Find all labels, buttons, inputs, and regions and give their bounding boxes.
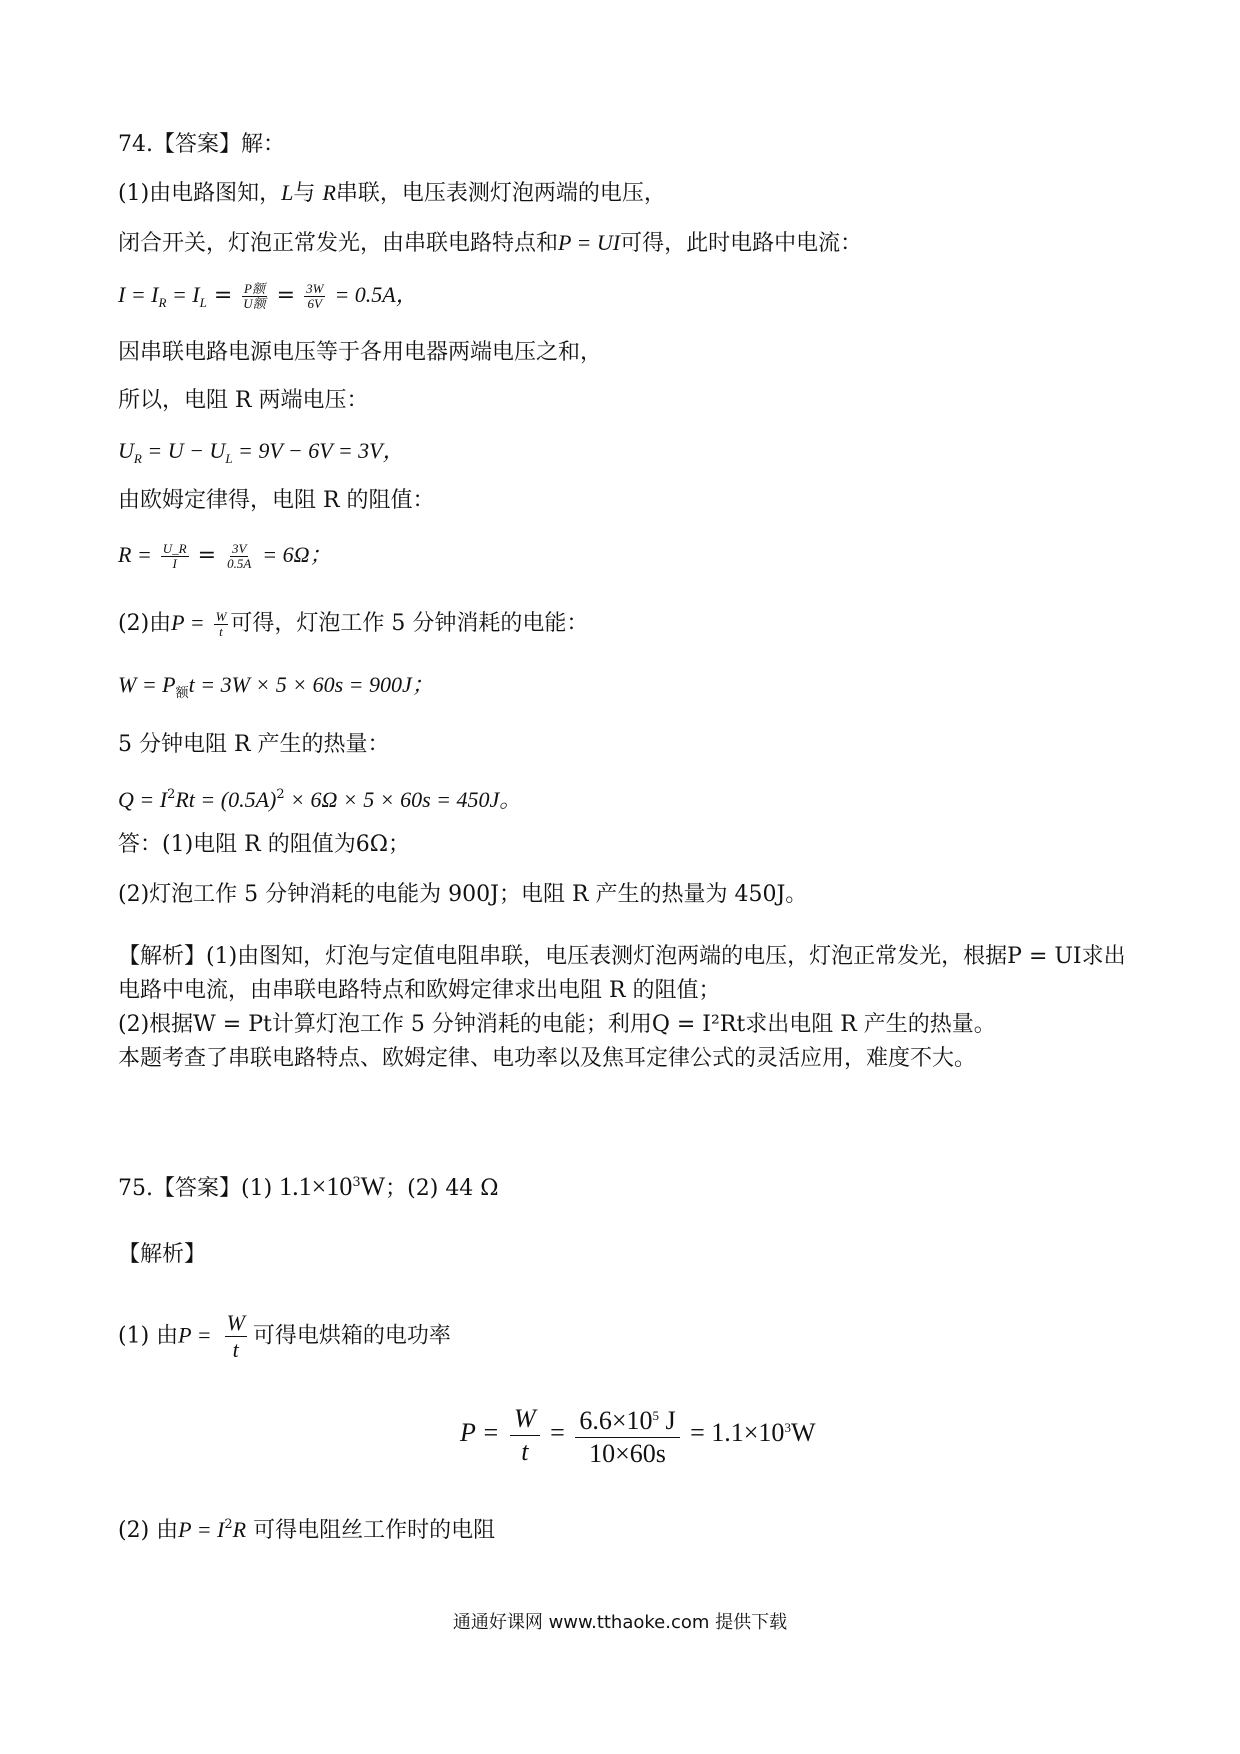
- q74-heading: 74.【答案】解：: [118, 132, 285, 157]
- q74-answer-2: (2)灯泡工作 5 分钟消耗的电能为 900J；电阻 R 产生的热量为 450J。: [118, 882, 808, 907]
- fraction: $\frac{W}{t}$: [510, 1403, 540, 1468]
- q74-analysis: 【解析】(1)由图知，灯泡与定值电阻串联，电压表测灯泡两端的电压，灯泡正常发光，根据P = UI求出 电路中电流，由串联电路特点和欧姆定律求出电阻 R 的阻值； (2)根据W = Pt计算灯泡工作 5 分钟消耗的电能；利用Q = I²Rt求出电阻 R 产生的热量。 本题考查了串联电路特点、欧姆定律、电功率以及焦耳定律公式的灵活应用，难度不大。: [118, 944, 1126, 1071]
- q74-answer-1: 答：(1)电阻 R 的阻值为6Ω；: [118, 832, 410, 857]
- fraction: $\frac{3V}{0.5A}$: [227, 540, 252, 571]
- q74-line-2: 闭合开关，灯泡正常发光，由串联电路特点和P = UI可得，此时电路中电流：: [118, 230, 863, 256]
- q74-equation-energy: $W = P_额t = 3W \times 5 \times 60s = 900J$；: [118, 672, 434, 701]
- q74-equation-resistance: R = $\frac{U\_R}{I}$ = $\frac{3V}{0.5A}$ = 6Ω；: [118, 540, 332, 571]
- q74-line-4: 所以，电阻 R 两端电压：: [118, 388, 369, 413]
- q74-line-6: (2)由P = $\frac{W}{t}$ 可得，灯泡工作 5 分钟消耗的电能：: [118, 608, 589, 639]
- q75-heading: 75.【答案】(1) $1.1\times 10^3W$；(2) 44 Ω: [118, 1172, 499, 1201]
- q74-equation-voltage: $U_R = U - U_L = 9V - 6V = 3V$，: [118, 438, 405, 466]
- q74-line-3: 因串联电路电源电压等于各用电器两端电压之和，: [118, 340, 603, 365]
- fraction: $\frac{U\_R}{I}$: [162, 540, 187, 571]
- fraction: $\frac{\text{P额}}{\text{U额}}$: [243, 280, 266, 311]
- q75-analysis-label: 【解析】: [118, 1242, 207, 1267]
- q74-line-1: (1)由电路图知，L与 R串联，电压表测灯泡两端的电压，: [118, 180, 666, 206]
- page-footer: 通通好课网 www.tthaoke.com 提供下载: [452, 1612, 788, 1633]
- fraction: $\frac{W}{t}$: [215, 608, 227, 639]
- fraction: $\frac{6.6\times 10^5 J}{10\times 60s}$: [575, 1400, 679, 1470]
- q75-line-2: (2) 由$P = I^2R$ 可得电阻丝工作时的电阻: [118, 1517, 496, 1543]
- q74-line-7: 5 分钟电阻 R 产生的热量：: [118, 732, 390, 757]
- fraction: $\frac{W}{t}$: [226, 1310, 245, 1362]
- q74-equation-heat: $Q = I^2Rt = (0.5A)^2 \times 6\Omega \times 5 \times 60s = 450J$。: [118, 787, 522, 812]
- q75-line-1: (1) 由P = $\frac{W}{t}$ 可得电烘箱的电功率: [118, 1310, 451, 1362]
- q75-equation-power: P = $\frac{W}{t}$ = $\frac{6.6\times 10^5 J}{10\times 60s}$ = $1.1\times 10^3W$: [460, 1400, 815, 1470]
- q74-equation-current: $I = I_R = I_L$ = $\frac{\text{P额}}{\text{U额}}$ = $\frac{3W}{6V}$ = 0.5A，: [118, 280, 418, 311]
- q74-line-5: 由欧姆定律得，电阻 R 的阻值：: [118, 488, 435, 513]
- fraction: $\frac{3W}{6V}$: [306, 280, 324, 311]
